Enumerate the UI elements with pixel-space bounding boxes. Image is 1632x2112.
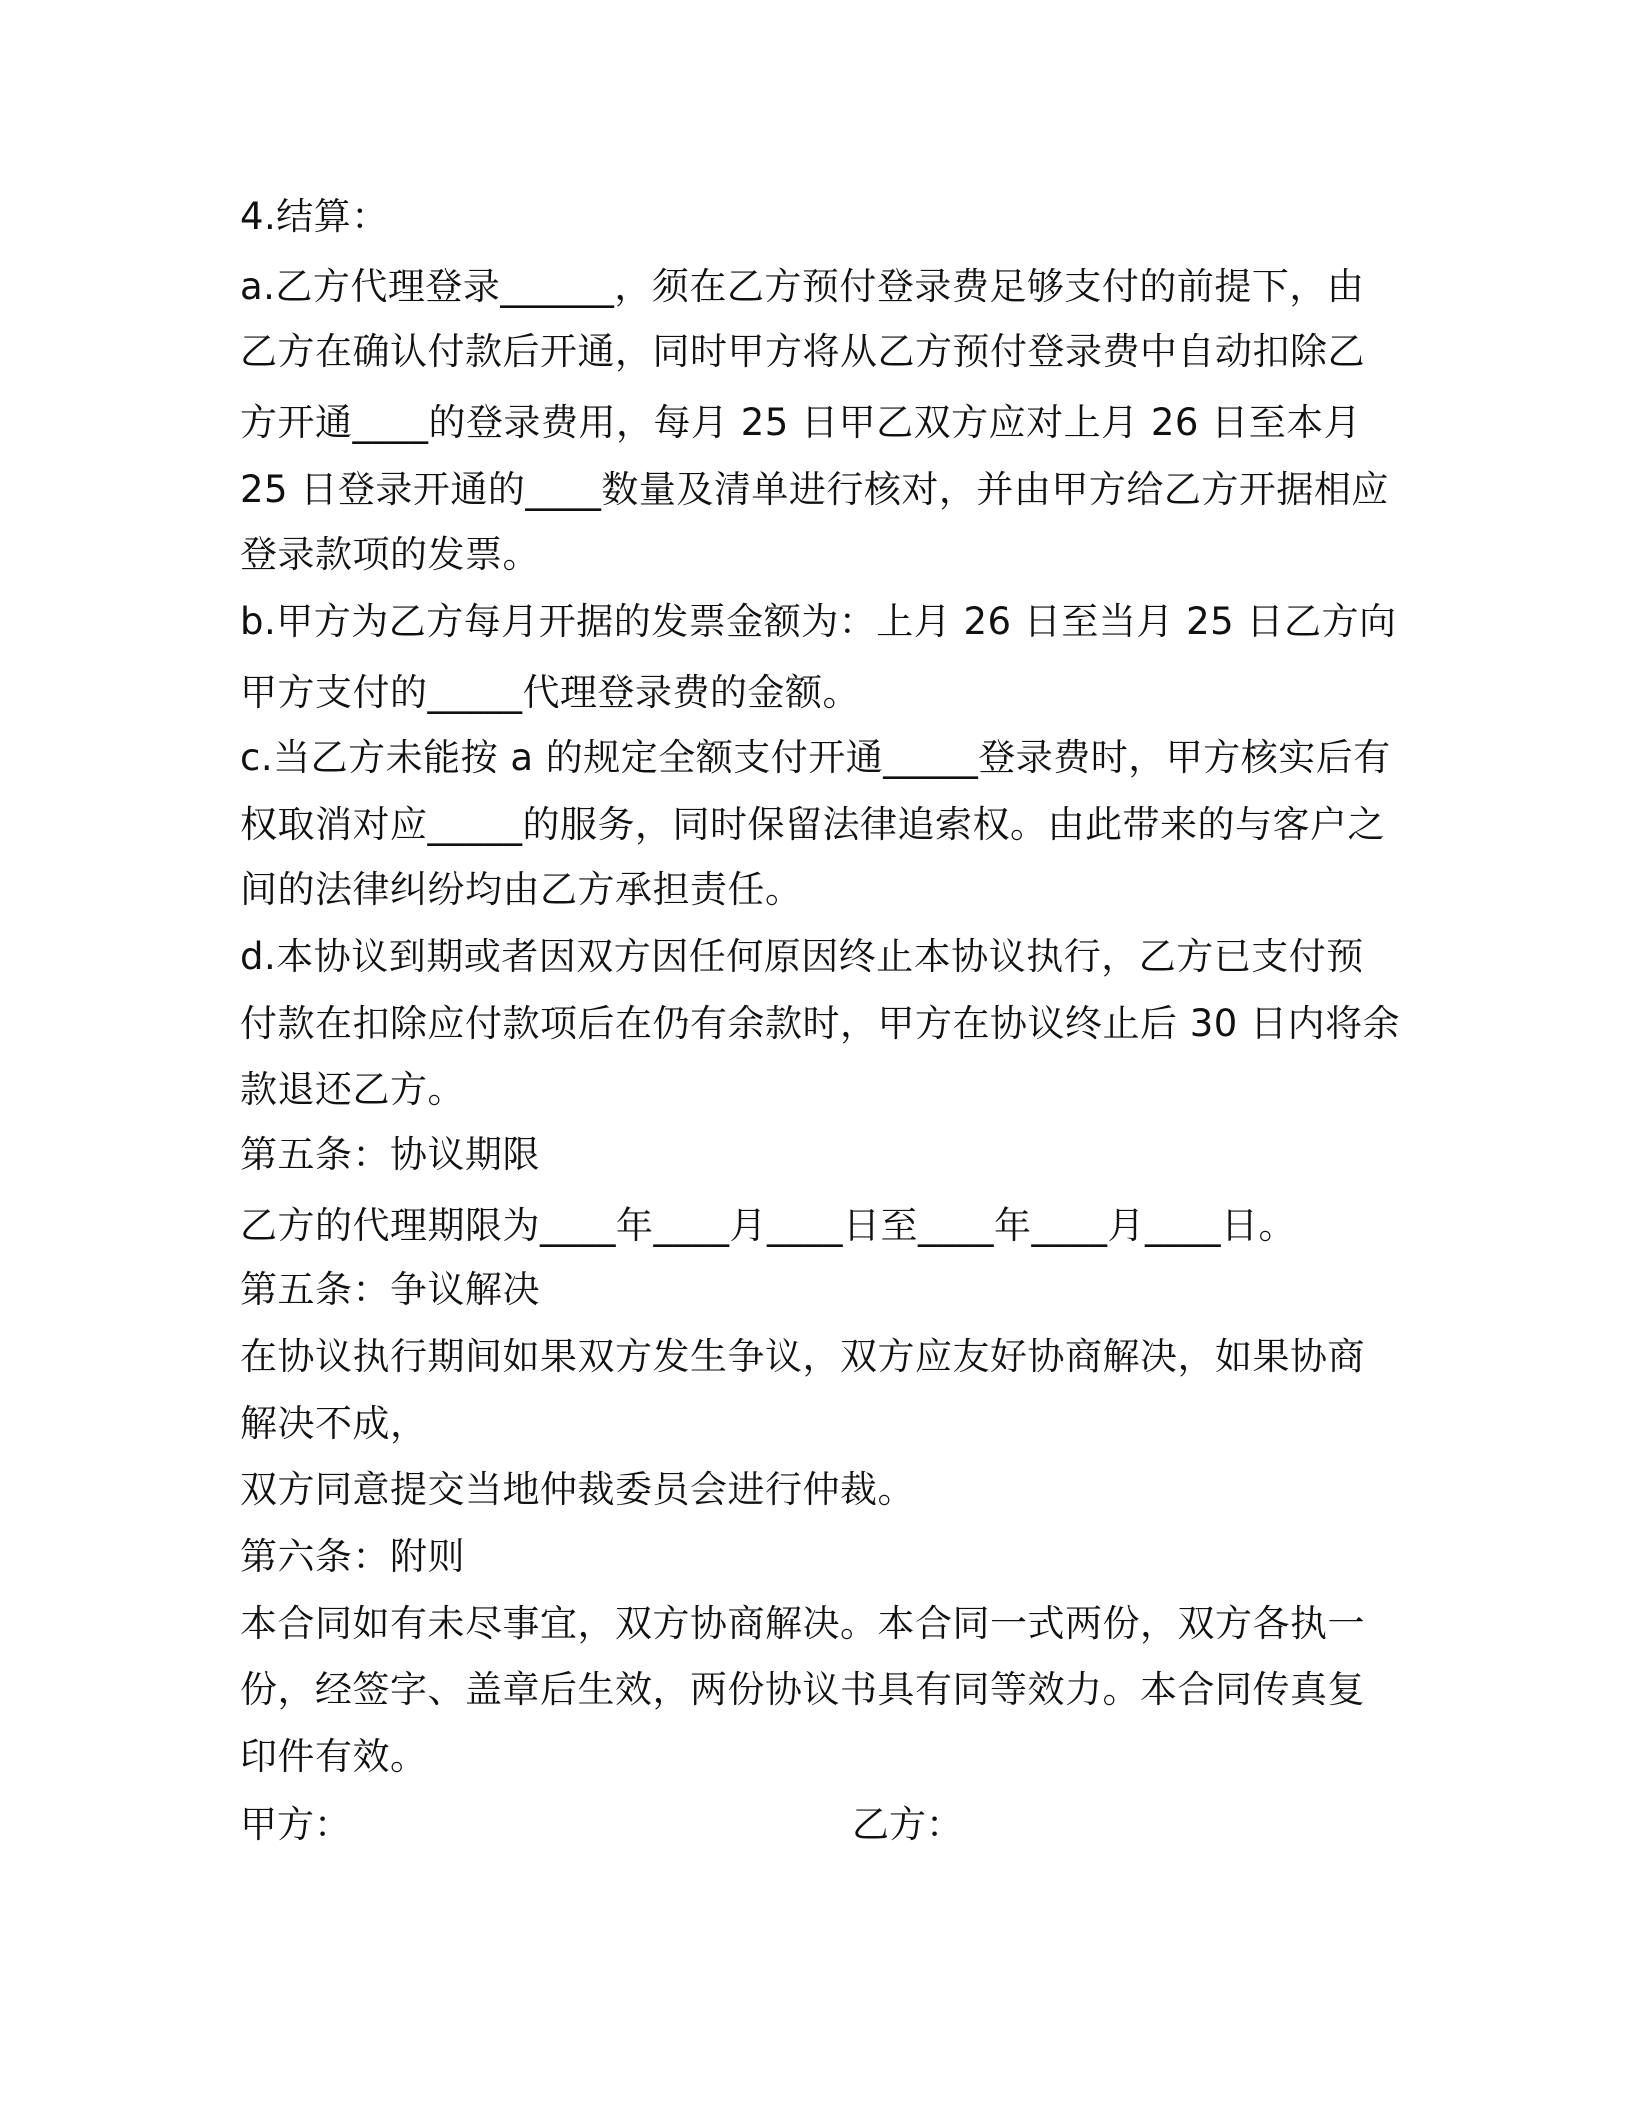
dispute-line-2: 解决不成， bbox=[240, 1402, 428, 1445]
party-a-label: 甲方： bbox=[240, 1803, 351, 1846]
clause-b-line-2: 甲方支付的_____代理登录费的金额。 bbox=[240, 671, 860, 714]
appendix-line-2: 份，经签字、盖章后生效，两份协议书具有同等效力。本合同传真复 bbox=[240, 1668, 1365, 1711]
article-5-dispute-heading: 第五条：争议解决 bbox=[240, 1268, 540, 1311]
clause-d-line-3: 款退还乙方。 bbox=[240, 1068, 465, 1111]
article-5-term-heading: 第五条：协议期限 bbox=[240, 1133, 540, 1176]
article-6-heading: 第六条：附则 bbox=[240, 1535, 465, 1578]
signature-row bbox=[240, 1800, 1380, 1850]
dispute-line-1: 在协议执行期间如果双方发生争议，双方应友好协商解决，如果协商 bbox=[240, 1335, 1365, 1378]
clause-a-line-2: 乙方在确认付款后开通，同时甲方将从乙方预付登录费中自动扣除乙 bbox=[240, 330, 1365, 373]
clause-a-line-1: a.乙方代理登录______，须在乙方预付登录费足够支付的前提下，由 bbox=[240, 265, 1365, 308]
clause-a-line-4: 25 日登录开通的____数量及清单进行核对，并由甲方给乙方开据相应 bbox=[240, 468, 1389, 511]
appendix-line-3: 印件有效。 bbox=[240, 1735, 428, 1778]
clause-a-line-5: 登录款项的发票。 bbox=[240, 533, 540, 576]
clause-d-line-2: 付款在扣除应付款项后在仍有余款时，甲方在协议终止后 30 日内将余 bbox=[240, 1002, 1401, 1045]
appendix-line-1: 本合同如有未尽事宜，双方协商解决。本合同一式两份，双方各执一 bbox=[240, 1602, 1365, 1645]
settlement-heading: 4.结算： bbox=[240, 195, 389, 238]
clause-d-line-1: d.本协议到期或者因双方因任何原因终止本协议执行，乙方已支付预 bbox=[240, 935, 1364, 978]
clause-a-line-3: 方开通____的登录费用，每月 25 日甲乙双方应对上月 26 日至本月 bbox=[240, 401, 1362, 444]
dispute-line-3: 双方同意提交当地仲裁委员会进行仲裁。 bbox=[240, 1468, 915, 1511]
clause-c-line-2: 权取消对应_____的服务，同时保留法律追索权。由此带来的与客户之 bbox=[240, 803, 1385, 846]
clause-b-line-1: b.甲方为乙方每月开据的发票金额为：上月 26 日至当月 25 日乙方向 bbox=[240, 600, 1397, 643]
clause-c-line-1: c.当乙方未能按 a 的规定全额支付开通_____登录费时，甲方核实后有 bbox=[240, 736, 1391, 779]
party-b-label: 乙方： bbox=[852, 1803, 963, 1846]
clause-c-line-3: 间的法律纠纷均由乙方承担责任。 bbox=[240, 868, 803, 911]
agency-term-line: 乙方的代理期限为____年____月____日至____年____月____日。 bbox=[240, 1204, 1296, 1247]
